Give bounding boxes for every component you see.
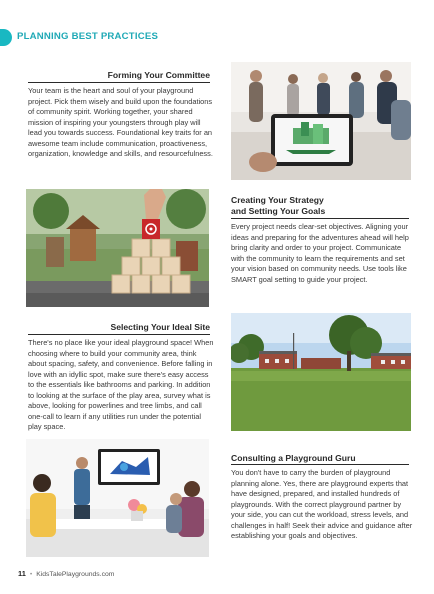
section-title-strategy-line1: Creating Your Strategy — [231, 195, 324, 205]
section-body-strategy: Every project needs clear-set objectives. Aligning your ideas and preparing for the adventures ahead will help bring clarity and order to your project. Communicate with the community to learn the requirements and set your vision based on community needs. Use tools like SMART goal setting to guide your project. — [231, 222, 409, 284]
section-title-site: Selecting Your Ideal Site — [110, 322, 210, 332]
section-title-forming-committee: Forming Your Committee — [107, 70, 210, 80]
section-divider — [28, 82, 210, 83]
photo-team-meeting — [231, 62, 411, 180]
section-title-strategy-line2: and Setting Your Goals — [231, 206, 326, 216]
section-divider — [28, 334, 210, 335]
section-divider — [231, 464, 409, 465]
page-section-title: PLANNING BEST PRACTICES — [17, 31, 159, 42]
page-footer — [18, 569, 114, 578]
page-number: 11 — [18, 569, 26, 578]
section-body-site: There's no place like your ideal playground space! When choosing where to build your community area, think about spacing, safety, and convenience. Before falling in love with an idyllic spot, make sure there's easy access to the essentials like bathrooms and parking. In addition to looking at the surface of the play area, survey what is above, looking for powerlines and tree limbs, and call one-call to learn if any utilities run under the potential play space. — [28, 338, 214, 431]
section-body-forming-committee: Your team is the heart and soul of your playground project. Pick them wisely and build upon the foundations of community spirit. Working together, your shared mission of inspiring your youngsters through play will lead you towards success. Foundational key traits for an awesome team include communication, proactiveness, organization, knowledge and skills, and resourcefulness. — [28, 86, 213, 158]
photo-consulting-meeting — [26, 439, 209, 557]
photo-school-site — [231, 313, 411, 431]
section-divider — [231, 218, 409, 219]
footer-separator-dot: • — [29, 571, 33, 578]
section-title-strategy — [231, 195, 411, 217]
section-title-guru: Consulting a Playground Guru — [231, 453, 356, 463]
footer-site-link[interactable]: KidsTalePlaygrounds.com — [36, 571, 115, 578]
section-body-guru: You don't have to carry the burden of playground planning alone. Yes, there are playground experts that have designed, prepared, and installed hundreds of playgrounds. With the correct playground partner by your side, you can cut the workload, stress levels, and challenges in half! Seek their advice and guidance after establishing your goals and objectives. — [231, 468, 413, 540]
photo-goal-blocks-playground — [26, 189, 209, 307]
header-tab-marker — [0, 29, 12, 46]
